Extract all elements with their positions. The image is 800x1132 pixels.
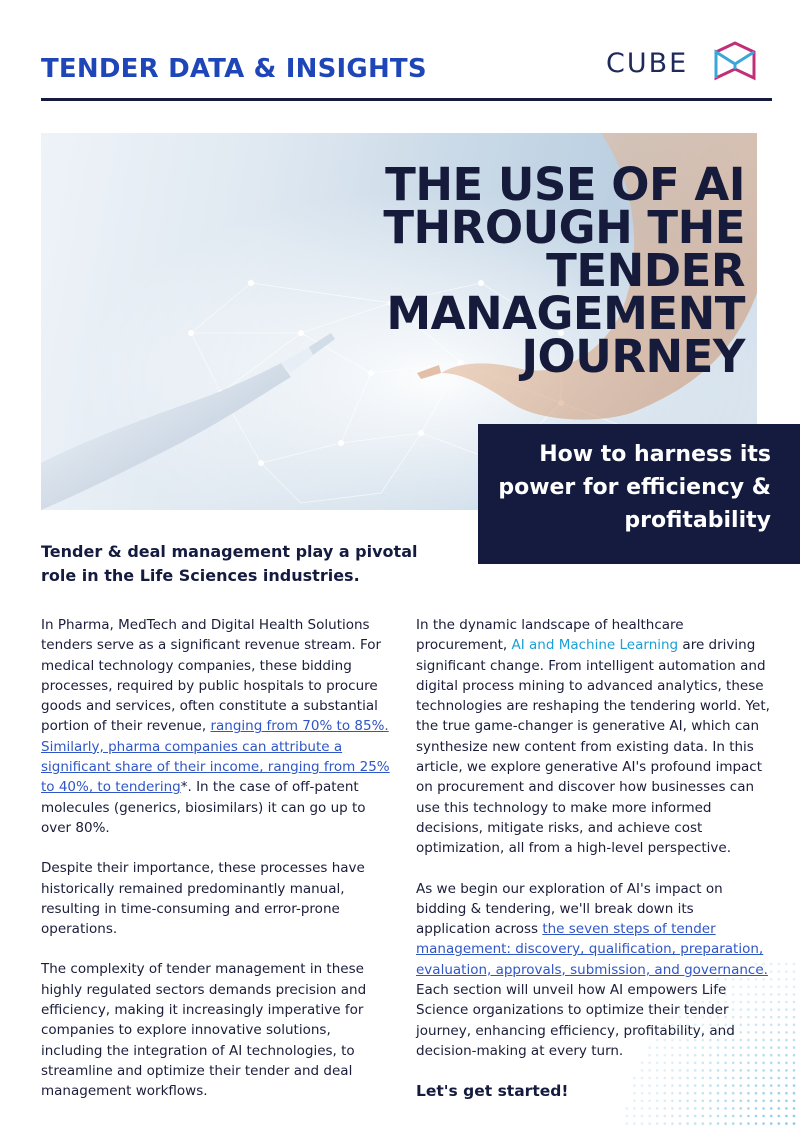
- revenue-share-link[interactable]: ranging from 70% to 85%. Similarly, pharma companies can attribute a significant share of their income, ranging from 25% to 40%, to tendering: [41, 718, 390, 796]
- paragraph-text: are driving significant change. From intelligent automation and digital process mining to advanced analytics, these technologies are reshaping the tendering world. Yet, the true game-changer is generative AI, which can synthesize new content from existing data. In this article, we explore generative AI's profound impact on procurement and discover how businesses can use this technology to make more informed decisions, mitigate risks, and achieve cost optimization, all from a high-level perspective.: [416, 637, 770, 857]
- paragraph-text: As we begin our exploration of AI's impact on bidding & tendering, we'll break down its application across: [416, 880, 723, 938]
- intro-lead: Tender & deal management play a pivotal role in the Life Sciences industries.: [41, 542, 418, 585]
- cube-logo-icon: [708, 40, 762, 84]
- hero-title-line: THROUGH THE: [383, 201, 745, 254]
- paragraph: [416, 879, 771, 1062]
- subtitle-line: profitability: [624, 508, 771, 533]
- paragraph-text: In Pharma, MedTech and Digital Health Solutions tenders serve as a significant revenue stream. For medical technology companies, these bidding processes, required by public hospitals to procure goods and services, often constitute a substantial portion of their revenue,: [41, 617, 382, 735]
- paragraph: Despite their importance, these processes have historically remained predominantly manual, resulting in time-consuming and error-prone operations.: [41, 860, 365, 938]
- paragraph: The complexity of tender management in these highly regulated sectors demands precision and efficiency, making it increasingly imperative for companies to explore innovative solutions, including the integration of AI technologies, to streamline and optimize their tender and deal management workflows.: [41, 961, 367, 1100]
- seven-steps-link[interactable]: the seven steps of tender management: discovery, qualification, preparation, evaluation, approvals, submission, and governance.: [416, 921, 768, 978]
- paragraph-text: *. In the case of off-patent molecules (generics, biosimilars) it can go up to over 80%.: [41, 779, 366, 836]
- hero-title-line: THE USE OF AI: [385, 158, 745, 211]
- header-divider: [41, 98, 772, 101]
- hero-title-line: MANAGEMENT: [386, 287, 745, 340]
- hero-title: [185, 158, 745, 383]
- left-column: [41, 615, 396, 1122]
- hero-title-line: TENDER: [546, 244, 745, 297]
- ai-ml-highlight: AI and Machine Learning: [511, 637, 679, 654]
- cube-logo: [606, 40, 761, 84]
- hero-title-line: JOURNEY: [521, 330, 745, 383]
- paragraph: [41, 615, 396, 838]
- right-column: [416, 615, 771, 1102]
- paragraph-text: Each section will unveil how AI empowers Life Science organizations to optimize their tender journey, enhancing efficiency, profitability, and decision-making at every turn.: [416, 982, 735, 1059]
- page-header-title: TENDER DATA & INSIGHTS: [41, 54, 427, 84]
- paragraph-text: In the dynamic landscape of healthcare procurement,: [416, 617, 684, 654]
- hero-subtitle: [471, 438, 771, 537]
- paragraph: [416, 615, 771, 859]
- logo-text: CUBE: [606, 48, 689, 79]
- subtitle-box: [478, 424, 800, 564]
- subtitle-line: power for efficiency &: [498, 475, 771, 500]
- cta-text: Let's get started!: [416, 1082, 569, 1101]
- subtitle-line: How to harness its: [539, 442, 771, 467]
